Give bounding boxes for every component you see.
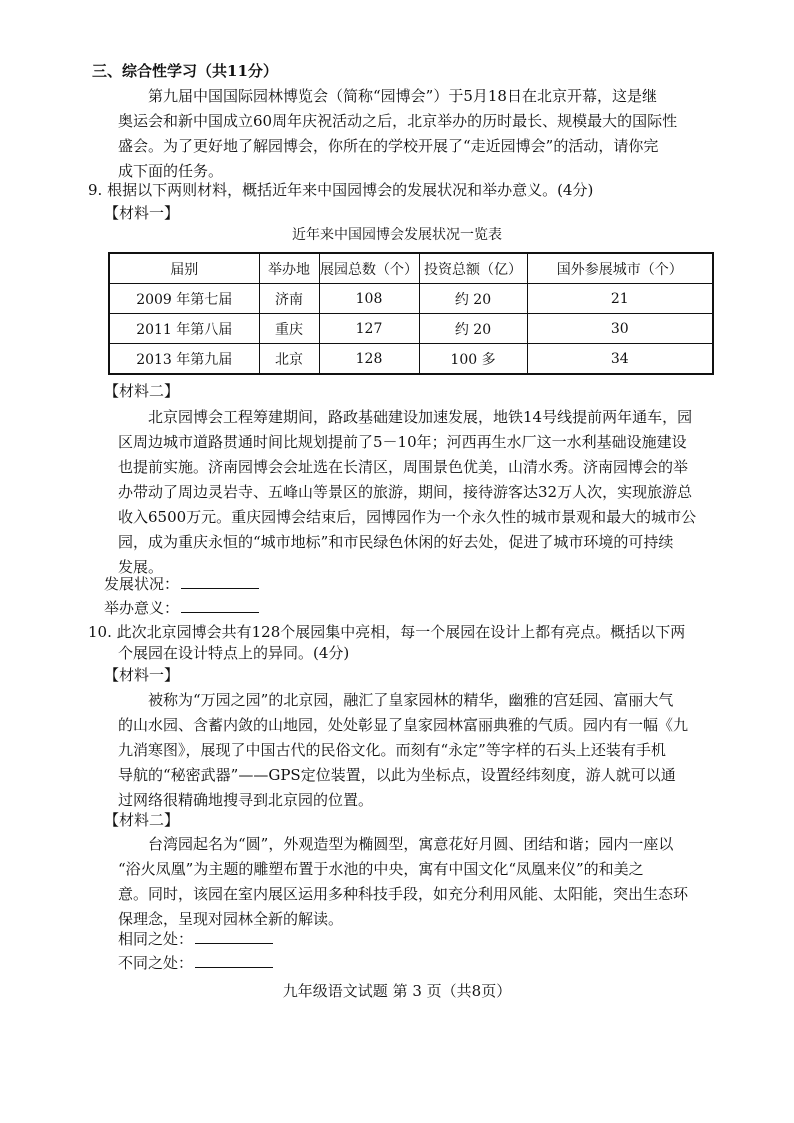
table-cell: 21 [527,284,713,314]
material-line: 的山水园、含蓄内敛的山地园，处处彰显了皇家园林富丽典雅的气质。园内有一幅《九 [118,716,689,734]
material-line: 保理念，呈现对园林全新的解读。 [118,910,344,928]
table-cell: 重庆 [259,314,319,344]
table-header: 展园总数（个） [319,253,419,284]
table-header: 举办地 [259,253,319,284]
answer-development [104,571,259,597]
table-header-row [109,253,713,284]
table-cell: 济南 [259,284,319,314]
table-cell: 34 [527,344,713,375]
table-caption: 近年来中国园博会发展状况一览表 [292,227,502,243]
answer-blank[interactable] [181,572,259,589]
answer-label: 相同之处： [118,930,194,948]
table-row [109,284,713,314]
table-cell: 100 多 [419,344,527,375]
table-cell: 128 [319,344,419,375]
table-row [109,344,713,375]
expo-table [108,252,714,375]
table-cell: 2009 年第七届 [109,284,259,314]
answer-significance [104,595,259,621]
material-line: 北京园博会工程筹建期间，路政基础建设加速发展，地铁14号线提前两年通车，园 [148,408,693,426]
answer-label: 不同之处： [118,954,194,972]
table-header: 国外参展城市（个） [527,253,713,284]
material-line: 九消寒图》，展现了中国古代的民俗文化。而刻有“永定”等字样的石头上还装有手机 [118,741,666,759]
table-cell: 约 20 [419,284,527,314]
table-cell: 北京 [259,344,319,375]
intro-line: 盛会。为了更好地了解园博会，你所在的学校开展了“走近园博会”的活动，请你完 [118,137,659,155]
table-cell: 2013 年第九届 [109,344,259,375]
material-label: 【材料二】 [104,382,180,400]
intro-line: 成下面的任务。 [118,162,224,180]
material-line: 发展。 [118,558,164,576]
answer-label: 举办意义： [104,599,180,617]
table-cell: 30 [527,314,713,344]
material-line: 过网络很精确地搜寻到北京园的位置。 [118,791,374,809]
material-label: 【材料一】 [104,204,180,222]
table-row [109,314,713,344]
question-10-cont: 个展园在设计特点上的异同。(4分) [118,644,350,662]
material-line: 意。同时，该园在室内展区运用多种科技手段，如充分利用风能、太阳能，突出生态环 [118,885,689,903]
answer-blank[interactable] [195,927,273,944]
table-header: 届别 [109,253,259,284]
table-cell: 127 [319,314,419,344]
material-label: 【材料二】 [104,811,180,829]
material-line: 导航的“秘密武器”——GPS定位装置，以此为坐标点，设置经纬刻度，游人就可以通 [118,766,676,784]
table-header: 投资总额（亿） [419,253,527,284]
intro-line: 第九届中国国际园林博览会（简称“园博会”）于5月18日在北京开幕，这是继 [148,87,657,105]
table-cell: 108 [319,284,419,314]
material-line: 也提前实施。济南园博会会址选在长清区，周围景色优美，山清水秀。济南园博会的举 [118,458,689,476]
intro-line: 奥运会和新中国成立60周年庆祝活动之后，北京举办的历时最长、规模最大的国际性 [118,112,678,130]
question-10: 10. 此次北京园博会共有128个展园集中亮相，每一个展园在设计上都有亮点。概括以下两 [88,623,686,641]
material-line: 区周边城市道路贯通时间比规划提前了5－10年；河西再生水厂这一水利基础设施建设 [118,433,687,451]
answer-difference [118,950,273,976]
material-line: “浴火凤凰”为主题的雕塑布置于水池的中央，寓有中国文化“凤凰来仪”的和美之 [118,860,644,878]
material-line: 办带动了周边灵岩寺、五峰山等景区的旅游，期间，接待游客达32万人次，实现旅游总 [118,483,693,501]
material-line: 被称为“万园之园”的北京园，融汇了皇家园林的精华，幽雅的宫廷园、富丽大气 [148,691,674,709]
answer-blank[interactable] [195,951,273,968]
answer-blank[interactable] [181,596,259,613]
material-line: 台湾园起名为“圆”，外观造型为椭圆型，寓意花好月圆、团结和谐；园内一座以 [148,835,674,853]
material-line: 园，成为重庆永恒的“城市地标”和市民绿色休闲的好去处，促进了城市环境的可持续 [118,533,674,551]
table-cell: 2011 年第八届 [109,314,259,344]
material-line: 收入6500万元。重庆园博会结束后，园博园作为一个永久性的城市景观和最大的城市公 [118,508,697,526]
table-cell: 约 20 [419,314,527,344]
section-title: 三、综合性学习（共11分） [92,62,278,80]
material-label: 【材料一】 [104,666,180,684]
page-footer: 九年级语文试题 第 3 页（共8页） [282,982,512,1000]
answer-similarity [118,926,273,952]
answer-label: 发展状况： [104,575,180,593]
question-9: 9. 根据以下两则材料，概括近年来中国园博会的发展状况和举办意义。(4分) [88,181,594,199]
